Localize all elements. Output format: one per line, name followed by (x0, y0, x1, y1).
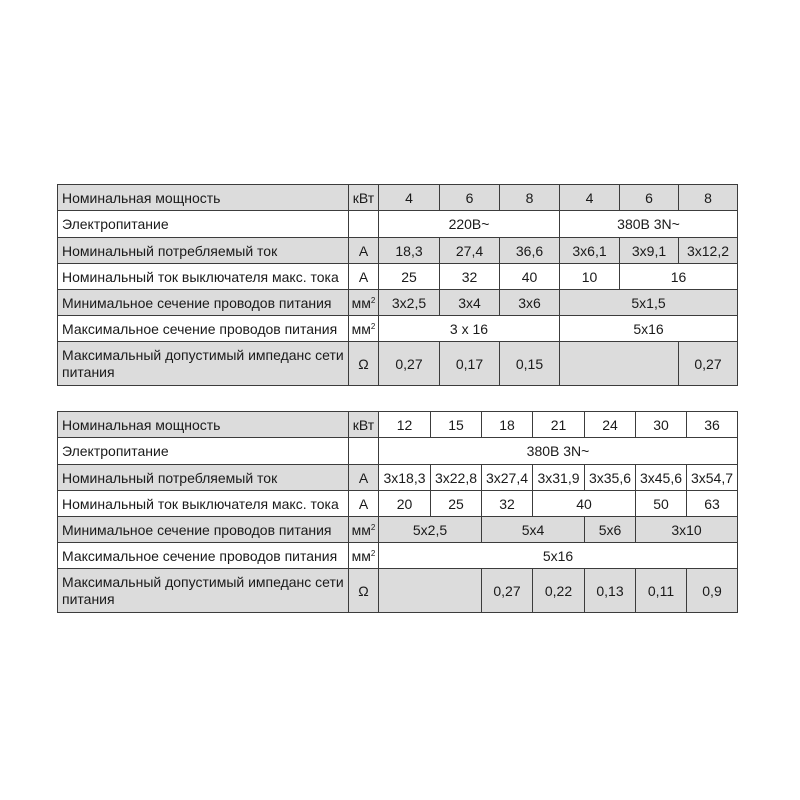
impedance-value: 0,15 (500, 342, 560, 386)
impedance-value: 0,22 (533, 569, 585, 613)
supply-row (58, 211, 738, 238)
max-section-value: 3 х 16 (379, 316, 560, 342)
power-value: 6 (440, 185, 500, 211)
max-section-label: Максимальное сечение проводов питания (58, 543, 349, 569)
impedance-value: 0,13 (585, 569, 636, 613)
current-value: 3х9,1 (620, 238, 679, 264)
current-value: 3х6,1 (560, 238, 620, 264)
impedance-value: 0,27 (379, 342, 440, 386)
current-value: 3х22,8 (431, 465, 482, 491)
power-value: 24 (585, 412, 636, 438)
breaker-row (58, 264, 738, 290)
current-value: 27,4 (440, 238, 500, 264)
impedance-empty (379, 569, 482, 613)
current-value: 3х12,2 (679, 238, 738, 264)
min-section-value: 5х6 (585, 517, 636, 543)
spec-table-2 (57, 411, 738, 613)
supply-unit (349, 438, 379, 465)
power-unit: кВт (349, 412, 379, 438)
min-section-value: 3х6 (500, 290, 560, 316)
current-row (58, 238, 738, 264)
impedance-value: 0,17 (440, 342, 500, 386)
min-section-unit: $мм^2$ (349, 517, 379, 543)
min-section-unit: $мм^2$ (349, 290, 379, 316)
current-label: Номинальный потребляемый ток (58, 465, 349, 491)
breaker-value: 32 (440, 264, 500, 290)
max-section-row (58, 543, 738, 569)
impedance-unit: Ω (349, 342, 379, 386)
breaker-value: 20 (379, 491, 431, 517)
breaker-row (58, 491, 738, 517)
current-value: 18,3 (379, 238, 440, 264)
impedance-row (58, 569, 738, 613)
impedance-value: 0,27 (679, 342, 738, 386)
min-section-value: 5х2,5 (379, 517, 482, 543)
min-section-label: Минимальное сечение проводов питания (58, 290, 349, 316)
power-value: 8 (679, 185, 738, 211)
breaker-value: 32 (482, 491, 533, 517)
min-section-value: 5х1,5 (560, 290, 738, 316)
breaker-value: 25 (431, 491, 482, 517)
supply-label: Электропитание (58, 211, 349, 238)
max-section-label: Максимальное сечение проводов питания (58, 316, 349, 342)
min-section-row (58, 517, 738, 543)
supply-220: 220В~ (379, 211, 560, 238)
breaker-value: 25 (379, 264, 440, 290)
current-unit: А (349, 465, 379, 491)
max-section-value: 5х16 (560, 316, 738, 342)
current-row (58, 465, 738, 491)
spec-table-1 (57, 184, 738, 386)
current-value: 3х35,6 (585, 465, 636, 491)
power-value: 15 (431, 412, 482, 438)
max-section-unit: $мм^2$ (349, 543, 379, 569)
power-value: 6 (620, 185, 679, 211)
power-value: 8 (500, 185, 560, 211)
breaker-value: 50 (636, 491, 687, 517)
breaker-label: Номинальный ток выключателя макс. тока (58, 491, 349, 517)
power-label: Номинальная мощность (58, 185, 349, 211)
breaker-value: 40 (533, 491, 636, 517)
impedance-empty (560, 342, 679, 386)
min-section-value: 3х4 (440, 290, 500, 316)
impedance-label: Максимальный допустимый импеданс сети питания (58, 342, 349, 386)
current-value: 3х45,6 (636, 465, 687, 491)
breaker-unit: А (349, 264, 379, 290)
supply-label: Электропитание (58, 438, 349, 465)
impedance-row (58, 342, 738, 386)
current-value: 3х31,9 (533, 465, 585, 491)
power-value: 36 (687, 412, 738, 438)
breaker-unit: А (349, 491, 379, 517)
current-unit: А (349, 238, 379, 264)
min-section-label: Минимальное сечение проводов питания (58, 517, 349, 543)
min-section-value: 3х10 (636, 517, 738, 543)
min-section-value: 5х4 (482, 517, 585, 543)
supply-380: 380В 3N~ (560, 211, 738, 238)
impedance-value: 0,27 (482, 569, 533, 613)
power-value: 18 (482, 412, 533, 438)
current-value: 3х54,7 (687, 465, 738, 491)
breaker-value: 16 (620, 264, 738, 290)
supply-row (58, 438, 738, 465)
breaker-value: 10 (560, 264, 620, 290)
power-row (58, 185, 738, 211)
impedance-value: 0,11 (636, 569, 687, 613)
power-row (58, 412, 738, 438)
breaker-value: 63 (687, 491, 738, 517)
impedance-value: 0,9 (687, 569, 738, 613)
current-value: 3х27,4 (482, 465, 533, 491)
max-section-value: 5х16 (379, 543, 738, 569)
max-section-unit: $мм^2$ (349, 316, 379, 342)
current-value: 36,6 (500, 238, 560, 264)
current-label: Номинальный потребляемый ток (58, 238, 349, 264)
current-value: 3х18,3 (379, 465, 431, 491)
min-section-value: 3х2,5 (379, 290, 440, 316)
impedance-label: Максимальный допустимый импеданс сети питания (58, 569, 349, 613)
power-value: 4 (560, 185, 620, 211)
supply-380: 380В 3N~ (379, 438, 738, 465)
breaker-label: Номинальный ток выключателя макс. тока (58, 264, 349, 290)
supply-unit (349, 211, 379, 238)
power-value: 4 (379, 185, 440, 211)
power-value: 12 (379, 412, 431, 438)
power-value: 21 (533, 412, 585, 438)
breaker-value: 40 (500, 264, 560, 290)
max-section-row (58, 316, 738, 342)
power-label: Номинальная мощность (58, 412, 349, 438)
power-value: 30 (636, 412, 687, 438)
min-section-row (58, 290, 738, 316)
power-unit: кВт (349, 185, 379, 211)
impedance-unit: Ω (349, 569, 379, 613)
